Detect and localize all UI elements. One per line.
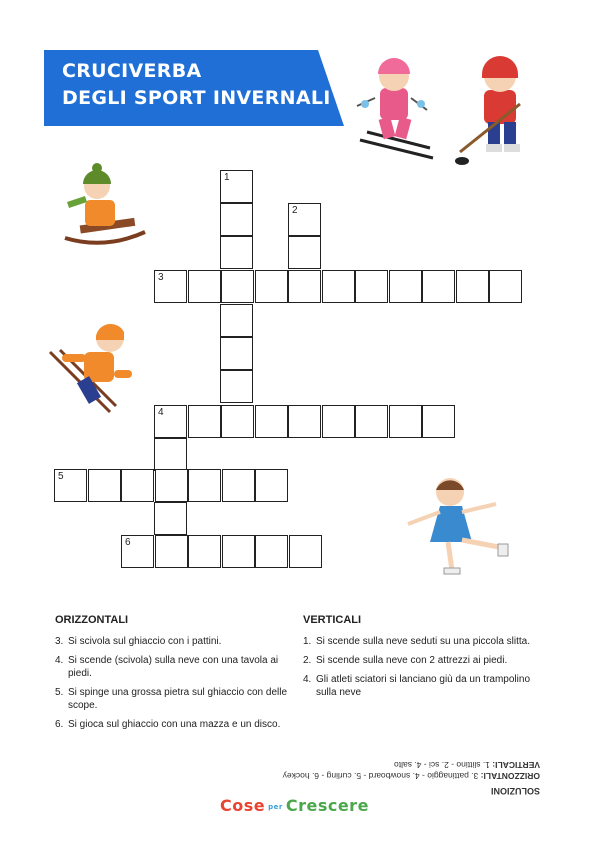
horizontal-clue	[55, 686, 295, 712]
crossword-cell[interactable]	[255, 405, 288, 438]
solutions-horizontal-label: ORIZZONTALI:	[480, 771, 540, 781]
crossword-cell[interactable]	[222, 469, 255, 502]
vertical-clue	[303, 654, 543, 667]
crossword-cell[interactable]	[489, 270, 522, 303]
crossword-number: 1	[224, 172, 230, 183]
crossword-cell[interactable]	[154, 405, 187, 438]
clue-number: 6.	[55, 719, 64, 730]
clue-number: 5.	[55, 687, 64, 698]
crossword-cell[interactable]	[220, 203, 253, 236]
crossword-cell[interactable]	[188, 469, 221, 502]
crossword-cell[interactable]	[88, 469, 121, 502]
crossword-cell[interactable]	[422, 270, 455, 303]
logo-part-2: per	[268, 802, 283, 811]
crossword-cell[interactable]	[389, 270, 422, 303]
crossword-cell[interactable]	[220, 170, 253, 203]
crossword-cell[interactable]	[154, 438, 187, 471]
clue-text: Si scivola sul ghiaccio con i pattini.	[68, 636, 222, 647]
crossword-cell[interactable]	[288, 405, 321, 438]
clue-number: 4.	[55, 655, 64, 666]
clue-text: Si spinge una grossa pietra sul ghiaccio con delle scope.	[68, 687, 288, 711]
crossword-cell[interactable]	[222, 535, 255, 568]
clue-text: Gli atleti sciatori si lanciano giù da un trampolino sulla neve	[316, 674, 530, 698]
clue-text: Si scende sulla neve seduti su una piccola slitta.	[316, 636, 531, 647]
vertical-clue	[303, 673, 543, 699]
crossword-number: 2	[292, 205, 298, 216]
crossword-cell[interactable]	[288, 236, 321, 269]
vertical-heading: VERTICALI	[303, 614, 362, 626]
crossword-cell[interactable]	[54, 469, 87, 502]
crossword-cell[interactable]	[288, 203, 321, 236]
horizontal-heading: ORIZZONTALI	[55, 614, 129, 626]
crossword-cell[interactable]	[188, 405, 221, 438]
crossword-cell[interactable]	[154, 502, 187, 535]
solutions-horizontal	[268, 770, 540, 781]
crossword-cell[interactable]	[355, 270, 388, 303]
brand-logo	[220, 796, 369, 815]
title-line-2: DEGLI SPORT INVERNALI	[62, 87, 331, 109]
crossword-number: 4	[158, 407, 164, 418]
crossword-cell[interactable]	[155, 535, 188, 568]
crossword-cell[interactable]	[255, 469, 288, 502]
crossword-number: 6	[125, 537, 131, 548]
crossword-cell[interactable]	[456, 270, 489, 303]
horizontal-clue	[55, 718, 295, 731]
crossword-cell[interactable]	[121, 469, 154, 502]
crossword-cell[interactable]	[322, 405, 355, 438]
crossword-cell[interactable]	[221, 405, 254, 438]
crossword-cell[interactable]	[121, 535, 154, 568]
logo-part-3: Crescere	[285, 796, 369, 815]
crossword-cell[interactable]	[220, 337, 253, 370]
solutions-box	[268, 750, 540, 796]
crossword-cell[interactable]	[188, 535, 221, 568]
vertical-clue	[303, 635, 543, 648]
crossword-cell[interactable]	[389, 405, 422, 438]
clue-number: 1.	[303, 636, 312, 647]
title-line-1: CRUCIVERBA	[62, 60, 202, 82]
crossword-cell[interactable]	[288, 270, 321, 303]
crossword-cell[interactable]	[155, 469, 188, 502]
solutions-title: SOLUZIONI	[491, 786, 540, 796]
solutions-vertical	[268, 759, 540, 770]
clue-number: 4.	[303, 674, 312, 685]
clue-text: Si scende sulla neve con 2 attrezzi ai piedi.	[316, 655, 508, 666]
solutions-horizontal-text: 3. pattinaggio - 4. snowboard - 5. curling - 6. hockey	[282, 771, 479, 781]
clue-text: Si gioca sul ghiaccio con una mazza e un disco.	[68, 719, 281, 730]
solutions-vertical-text: 1. slittino - 2. sci - 4. salto	[394, 760, 490, 770]
crossword-cell[interactable]	[154, 270, 187, 303]
crossword-cell[interactable]	[220, 304, 253, 337]
crossword-cell[interactable]	[220, 236, 253, 269]
horizontal-clue	[55, 635, 295, 648]
clue-number: 2.	[303, 655, 312, 666]
crossword-cell[interactable]	[188, 270, 221, 303]
vertical-clues	[303, 614, 543, 705]
horizontal-clues	[55, 614, 295, 737]
crossword-number: 5	[58, 471, 64, 482]
crossword-cell[interactable]	[255, 270, 288, 303]
crossword-cell[interactable]	[255, 535, 288, 568]
clue-text: Si scende (scivola) sulla neve con una tavola ai piedi.	[68, 655, 279, 679]
solutions-vertical-label: VERTICALI:	[492, 760, 540, 770]
crossword-cell[interactable]	[322, 270, 355, 303]
crossword-cell[interactable]	[355, 405, 388, 438]
crossword-cell[interactable]	[221, 270, 254, 303]
crossword-cell[interactable]	[220, 370, 253, 403]
horizontal-clue	[55, 654, 295, 680]
crossword-cell[interactable]	[289, 535, 322, 568]
clue-number: 3.	[55, 636, 64, 647]
crossword-number: 3	[158, 272, 164, 283]
crossword-cell[interactable]	[422, 405, 455, 438]
logo-part-1: Cose	[220, 796, 266, 815]
